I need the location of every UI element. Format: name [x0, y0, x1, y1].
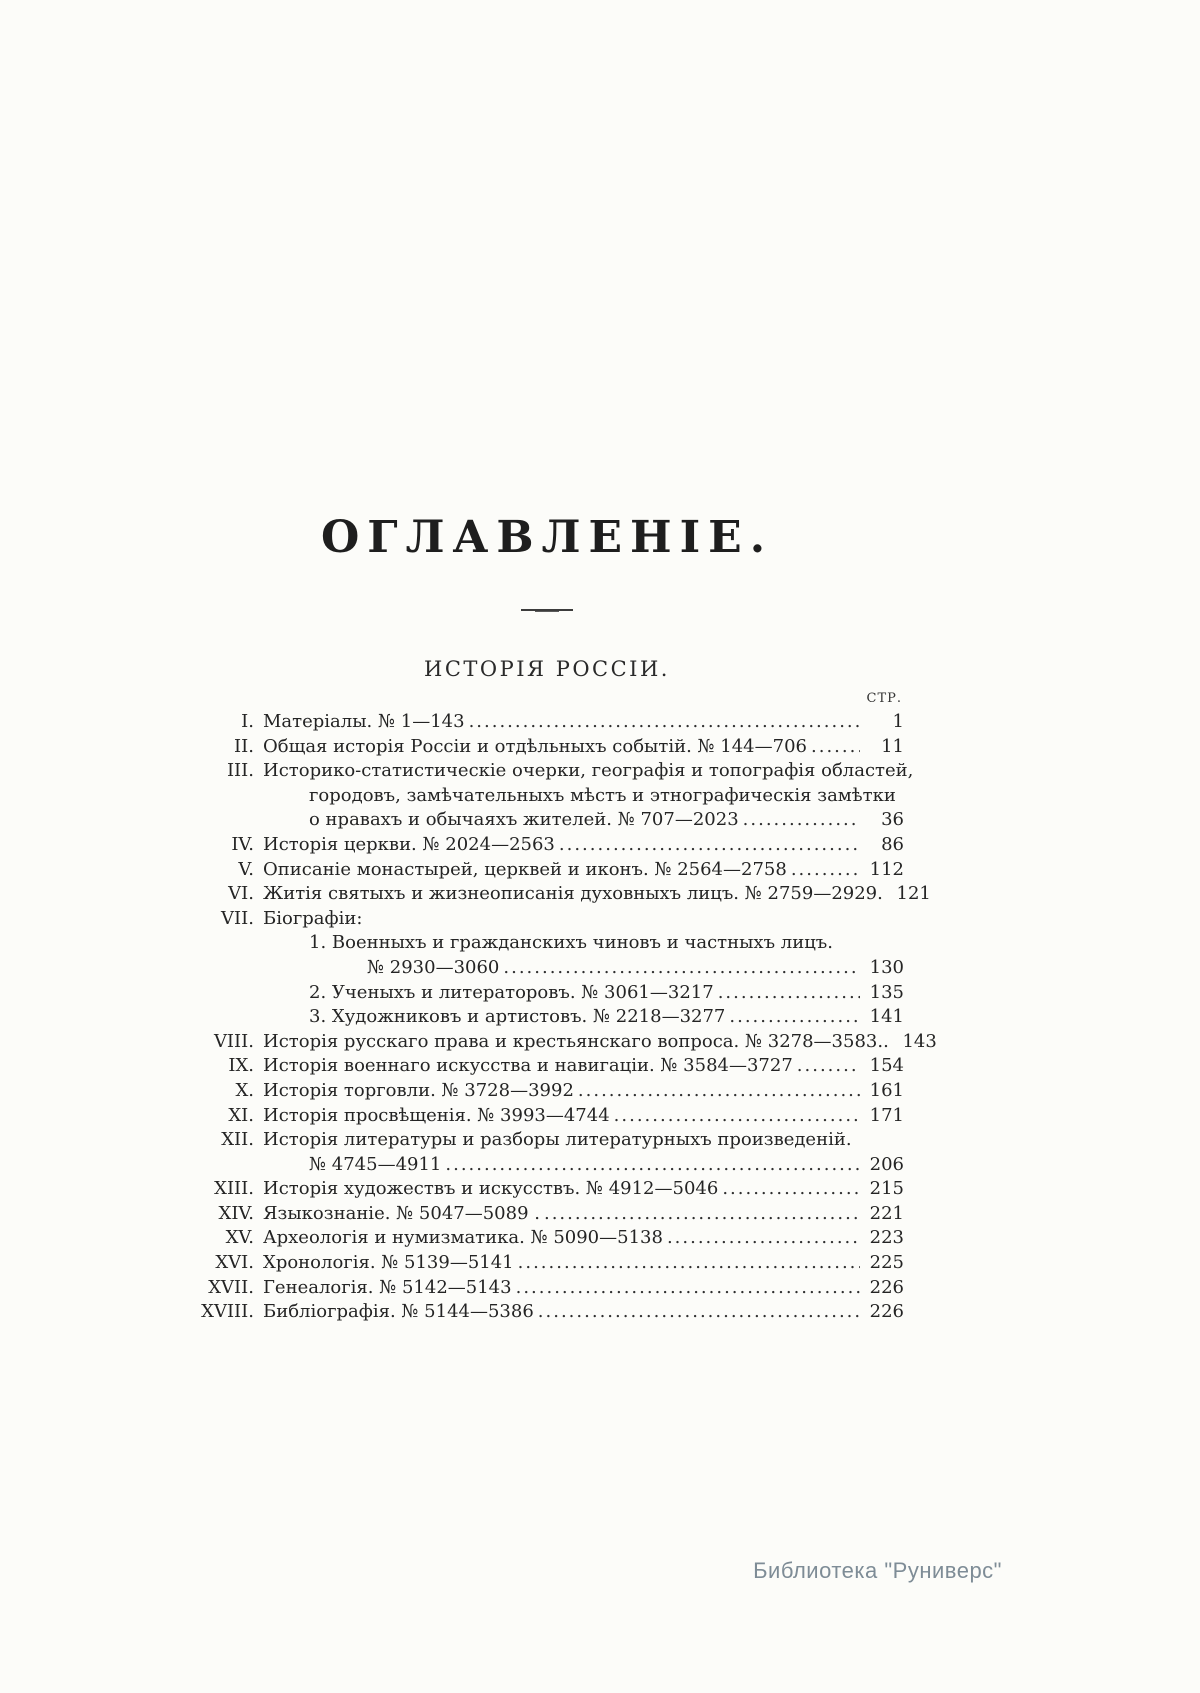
toc-entry-text: городовъ, замѣчательныхъ мѣстъ и этнографическія замѣтки [309, 784, 896, 806]
toc-row [190, 1153, 904, 1178]
toc-entry-text: Описаніе монастырей, церквей и иконъ. № 2564—2758 [263, 858, 787, 880]
toc-entry-text: Генеалогія. № 5142—5143 [263, 1276, 512, 1298]
toc-dot-leader [538, 1300, 860, 1325]
toc-row [190, 1251, 904, 1276]
section-title: ИСТОРІЯ РОССІИ. [424, 657, 670, 681]
toc-roman-numeral: XVI. [215, 1252, 254, 1274]
toc-roman-numeral: X. [235, 1079, 254, 1101]
toc-dot-leader [503, 956, 860, 981]
ornament-rule [521, 609, 573, 611]
toc-dot-leader [578, 1079, 860, 1104]
toc-row [190, 882, 931, 907]
toc-dot-leader [718, 981, 860, 1006]
toc-page-number: 130 [869, 956, 904, 978]
toc-entry-text: Историко-статистическіе очерки, географія и топографія областей, [263, 760, 914, 782]
toc-entry-text: Житія святыхъ и жизнеописанія духовныхъ лицъ. № 2759—2929. [263, 883, 883, 905]
toc-roman-numeral: I. [241, 711, 254, 732]
toc-roman-numeral: XVIII. [201, 1301, 254, 1323]
toc-entry-text: Исторія торговли. № 3728—3992 [263, 1079, 574, 1101]
toc-row [190, 956, 904, 981]
toc-page-number: 11 [881, 735, 904, 757]
toc-roman-numeral: XVII. [208, 1276, 254, 1298]
toc-entry-text: Біографіи: [263, 907, 363, 929]
toc-dot-leader [516, 1276, 860, 1301]
toc-roman-numeral: II. [234, 735, 254, 757]
toc-dot-leader [722, 1177, 860, 1202]
toc-row [190, 1054, 904, 1079]
toc-page-number: 36 [881, 809, 904, 831]
toc-roman-numeral: III. [226, 760, 254, 782]
toc-entry-text: Исторія художествъ и искусствъ. № 4912—5046 [263, 1178, 719, 1200]
toc-row [190, 1104, 904, 1129]
toc-page-number: 154 [869, 1055, 904, 1077]
toc-entry-text: Библіографія. № 5144—5386 [263, 1301, 534, 1323]
toc-roman-numeral: VIII. [213, 1030, 254, 1052]
toc-roman-numeral: IV. [231, 833, 254, 855]
toc-entry-text: Хронологія. № 5139—5141 [263, 1252, 514, 1274]
toc-row [190, 1177, 904, 1202]
toc-page-number: 171 [869, 1104, 904, 1126]
toc-row [190, 931, 904, 956]
toc-page-number: 121 [896, 883, 931, 905]
toc-page-number: 226 [869, 1301, 904, 1323]
toc-roman-numeral: VII. [221, 907, 254, 929]
toc-row [190, 1226, 904, 1251]
toc-row [190, 858, 904, 883]
toc-entry-text: Общая исторія Россіи и отдѣльныхъ событій. № 144—706 [263, 735, 807, 757]
toc-page-number: 135 [869, 981, 904, 1003]
toc-row [190, 1030, 937, 1055]
toc-page-number: 226 [869, 1276, 904, 1298]
toc-roman-numeral: V. [238, 858, 254, 880]
toc-page-number: 112 [869, 858, 904, 880]
watermark: Библиотека "Руниверс" [753, 1558, 1002, 1583]
toc-page-number: 1 [892, 711, 904, 732]
toc-entry-text: Исторія военнаго искусства и навигаціи. № 3584—3727 [263, 1055, 793, 1077]
toc-page-number: 223 [869, 1227, 904, 1249]
toc-row [190, 1276, 904, 1301]
toc-row [190, 1300, 904, 1325]
toc-entry-text: Исторія церкви. № 2024—2563 [263, 833, 555, 855]
toc-page-number: 206 [869, 1153, 904, 1175]
toc-entry-text: № 2930—3060 [367, 956, 500, 978]
toc-row [190, 1079, 904, 1104]
toc-row [190, 808, 904, 833]
toc-roman-numeral: XV. [225, 1227, 254, 1249]
toc-page-number: 225 [869, 1252, 904, 1274]
toc-entry-text: № 4745—4911 [309, 1153, 442, 1175]
toc-dot-leader [559, 833, 860, 858]
toc-entry-text: Исторія литературы и разборы литературныхъ произведеній. [263, 1129, 852, 1151]
toc-page-number: 221 [869, 1202, 904, 1224]
toc-list [190, 710, 937, 1325]
toc-row [190, 1128, 904, 1153]
toc-row [190, 907, 904, 932]
toc-entry-text: 3. Художниковъ и артистовъ. № 2218—3277 [309, 1006, 726, 1028]
toc-row [190, 784, 904, 809]
toc-entry-text: о нравахъ и обычаяхъ жителей. № 707—2023 [309, 809, 739, 831]
toc-entry-text: Исторія просвѣщенія. № 3993—4744 [263, 1104, 610, 1126]
toc-dot-leader [469, 710, 860, 735]
toc-dot-leader [518, 1251, 860, 1276]
toc-dot-leader [743, 808, 860, 833]
toc-entry-text: 1. Военныхъ и гражданскихъ чиновъ и частныхъ лицъ. [309, 932, 833, 954]
toc-entry-text: Матеріалы. № 1—143 [263, 711, 465, 732]
toc-row [190, 1005, 904, 1030]
toc-dot-leader [544, 1202, 860, 1227]
toc-dot-leader [729, 1005, 860, 1030]
toc-page-number: 161 [869, 1079, 904, 1101]
toc-entry-text: Археологія и нумизматика. № 5090—5138 [263, 1227, 663, 1249]
page-title: ОГЛАВЛЕНІЕ. [320, 512, 774, 563]
toc-row [190, 759, 914, 784]
toc-roman-numeral: IX. [228, 1055, 254, 1077]
toc-entry-text: Исторія русскаго права и крестьянскаго вопроса. № 3278—3583.. [263, 1030, 889, 1052]
toc-dot-leader [614, 1104, 860, 1129]
toc-dot-leader [811, 735, 860, 760]
page-content [190, 512, 937, 1325]
toc-entry-text: Языкознаніе. № 5047—5089 . [263, 1202, 540, 1224]
toc-row [190, 735, 904, 760]
toc-roman-numeral: XII. [221, 1129, 254, 1151]
toc-row [190, 833, 904, 858]
toc-roman-numeral: VI. [228, 883, 254, 905]
toc-row [190, 981, 904, 1006]
toc-roman-numeral: XIV. [218, 1202, 254, 1224]
toc-dot-leader [667, 1226, 860, 1251]
toc-entry-text: 2. Ученыхъ и литераторовъ. № 3061—3217 [309, 981, 714, 1003]
toc-page-number: 86 [881, 833, 904, 855]
toc-roman-numeral: XI. [228, 1104, 254, 1126]
toc-dot-leader [797, 1054, 860, 1079]
toc-page-number: 143 [902, 1030, 937, 1052]
toc-roman-numeral: XIII. [214, 1178, 254, 1200]
toc-dot-leader [791, 858, 860, 883]
toc-page-number: 141 [869, 1006, 904, 1028]
page-column-label: СТР. [866, 691, 902, 706]
toc-page-number: 215 [869, 1178, 904, 1200]
toc-row [190, 710, 904, 735]
toc-dot-leader [445, 1153, 860, 1178]
toc-row [190, 1202, 904, 1227]
